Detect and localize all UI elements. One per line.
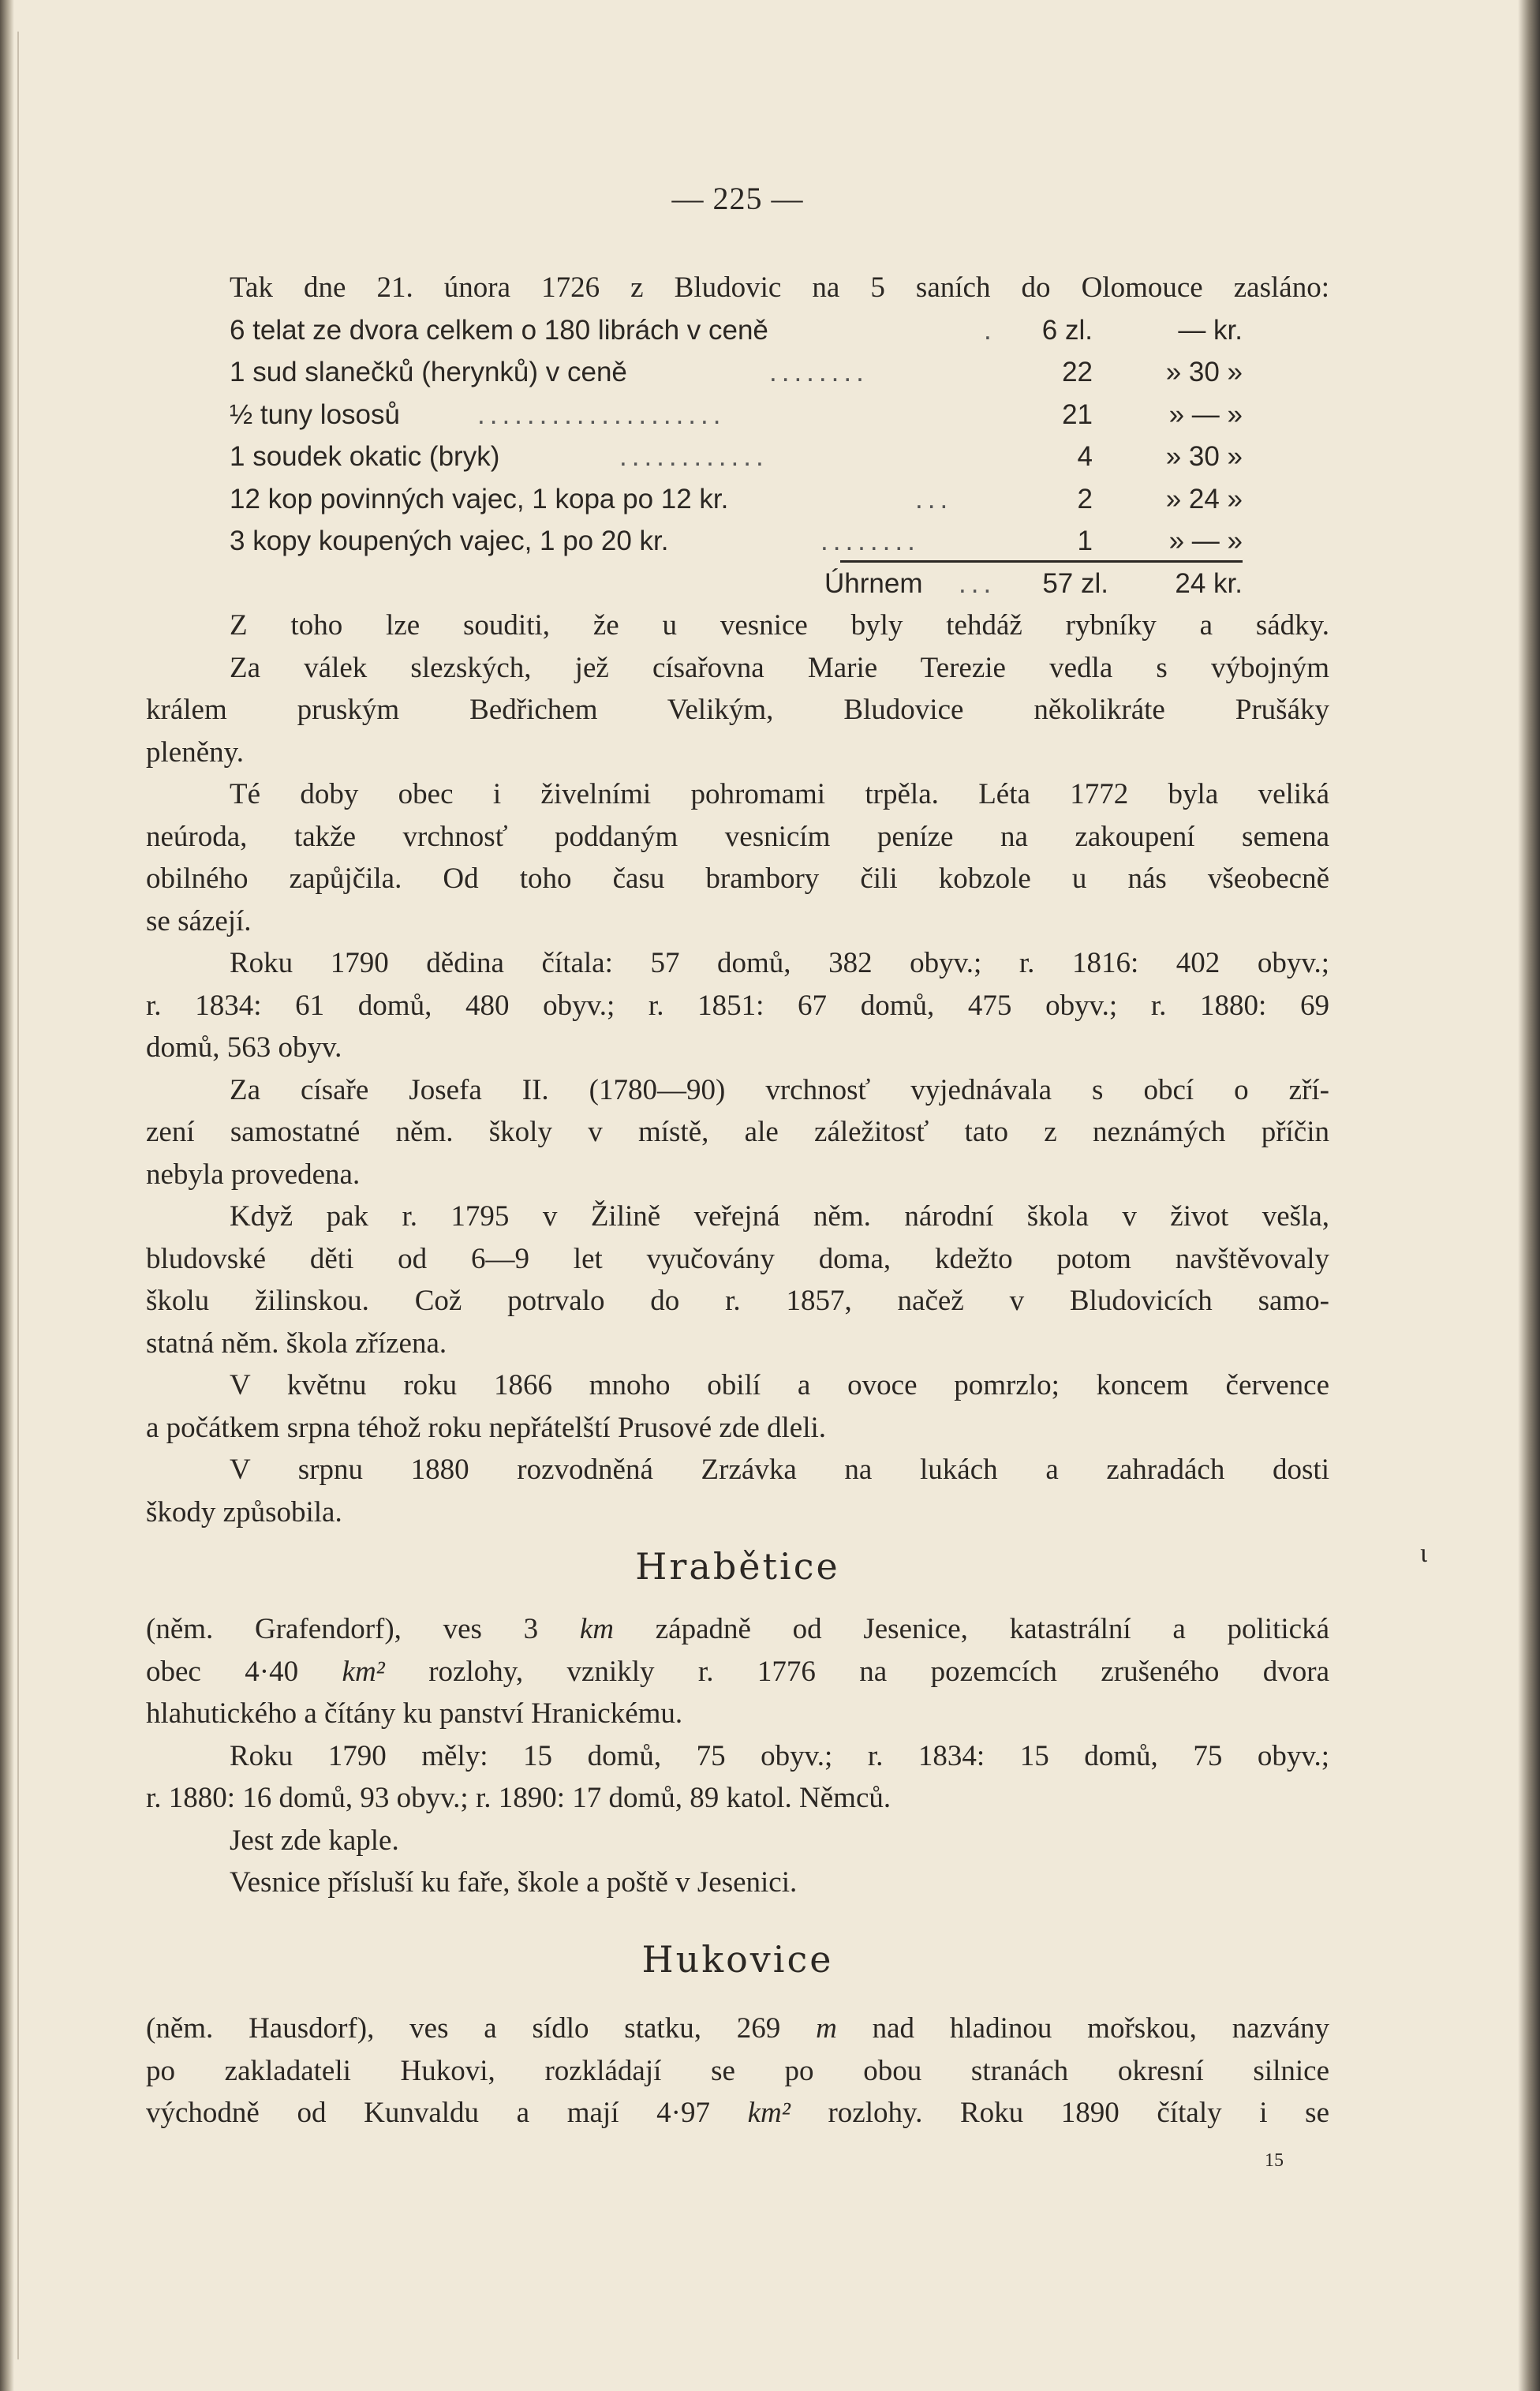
table-kr: » 30 » [1165, 357, 1243, 387]
table-total-label: Úhrnem [824, 567, 923, 599]
text-line: východně od Kunvaldu a mají 4·97 km² rozlohy. Roku 1890 čítaly i se [146, 2097, 1329, 2129]
table-kr: » — » [1168, 398, 1243, 430]
text-line: bludovské děti od 6—9 let vyučovány doma, kdežto potom navštěvovaly [146, 1242, 1329, 1275]
table-row [146, 520, 1329, 563]
table-total-zl: 57 zl. [1042, 567, 1108, 599]
text-line: zení samostatné něm. školy v místě, ale záležitosť tato z neznámých příčin [146, 1116, 1329, 1148]
text-line: statná něm. škola zřízena. [146, 1326, 447, 1360]
text-line: nebyla provedena. [146, 1158, 361, 1191]
table-dots: ... [959, 567, 996, 599]
text-line: pleněny. [146, 735, 244, 769]
table-row [146, 394, 1329, 436]
table-dots: .................... [477, 398, 726, 430]
paper-fold-line [17, 32, 19, 2359]
section-heading-hukovice: Hukovice [641, 1938, 834, 1981]
table-kr: » 30 » [1165, 441, 1243, 472]
signature-mark: 15 [1265, 2150, 1284, 2171]
text-line: škody způsobila. [146, 1495, 342, 1529]
table-zl: 4 [1077, 441, 1093, 472]
text-line: r. 1834: 61 domů, 480 obyv.; r. 1851: 67 domů, 475 obyv.; r. 1880: 69 [146, 989, 1329, 1022]
text-line: V srpnu 1880 rozvodněná Zrzávka na lukách a zahradách dosti [230, 1454, 1329, 1486]
table-item: 3 kopy koupených vajec, 1 po 20 kr. [230, 526, 669, 556]
main-text-top [146, 267, 1329, 1533]
table-item: 6 telat ze dvora celkem o 180 librách v ceně [230, 314, 768, 346]
text-line: obilného zapůjčila. Od toho času brambory čili kobzole u nás všeobecně [146, 862, 1329, 895]
section-heading-hrabetice: Hrabětice [635, 1545, 840, 1588]
table-kr: » 24 » [1165, 483, 1243, 514]
text-line: domů, 563 obyv. [146, 1031, 342, 1064]
text-line: Za válek slezských, jež císařovna Marie Terezie vedla s výbojným [230, 651, 1329, 684]
table-row [146, 478, 1329, 521]
table-item: 12 kop povinných vajec, 1 kopa po 12 kr. [230, 483, 729, 514]
margin-mark: ɩ [1420, 1539, 1428, 1568]
text-line: se sázejí. [146, 904, 252, 937]
text-line: Vesnice přísluší ku faře, škole a poště v Jesenici. [230, 1866, 798, 1899]
text-line: r. 1880: 16 domů, 93 obyv.; r. 1890: 17 domů, 89 katol. Němců. [146, 1782, 891, 1814]
table-dots: ........ [820, 526, 920, 556]
table-row [146, 309, 1329, 352]
text-line: králem pruským Bedřichem Velikým, Bludovice několikráte Prušáky [146, 694, 1329, 726]
text-line: Roku 1790 měly: 15 domů, 75 obyv.; r. 1834: 15 domů, 75 obyv.; [230, 1739, 1329, 1772]
table-row [146, 351, 1329, 394]
table-zl: 2 [1077, 483, 1093, 514]
text-line: neúroda, takže vrchnosť poddaným vesnicím peníze na zakoupení semena [146, 820, 1329, 853]
table-dots: ........ [769, 357, 869, 387]
page-number: — 225 — [671, 181, 804, 216]
table-item: 1 soudek okatic (bryk) [230, 441, 500, 472]
table-zl: 21 [1062, 398, 1093, 430]
table-item: ½ tuny lososů [230, 398, 400, 430]
table-item: 1 sud slanečků (herynků) v ceně [230, 357, 627, 387]
text-line: Z toho lze souditi, že u vesnice byly tehdáž rybníky a sádky. [230, 609, 1329, 642]
table-row [146, 436, 1329, 478]
table-sum-rule [840, 560, 1243, 563]
text-line: Roku 1790 dědina čítala: 57 domů, 382 obyv.; r. 1816: 402 obyv.; [230, 947, 1329, 979]
table-dots: ............ [619, 441, 768, 472]
paper-edge-left [0, 0, 14, 2391]
table-zl: 6 zl. [1041, 314, 1093, 346]
table-zl: 1 [1077, 526, 1093, 556]
section-hrabetice-text [146, 1608, 1329, 1904]
table-dots: . [984, 314, 996, 346]
paper-edge-right [1518, 0, 1540, 2391]
text-line: Jest zde kaple. [230, 1824, 399, 1857]
text-line: hlahutického a čítány ku panství Hranickému. [146, 1697, 683, 1730]
table-dots: ... [915, 483, 953, 514]
text-line: a počátkem srpna téhož roku nepřátelští Prusové zde dleli. [146, 1411, 827, 1444]
table-zl: 22 [1062, 357, 1093, 387]
intro-line: Tak dne 21. února 1726 z Bludovic na 5 saních do Olomouce zasláno: [230, 271, 1329, 304]
table-kr: — kr. [1178, 314, 1243, 346]
table-total-row [146, 563, 1329, 605]
section-hukovice-text [146, 2007, 1329, 2135]
text-line: (něm. Grafendorf), ves 3 km západně od Jesenice, katastrální a politická [146, 1613, 1329, 1645]
text-line: (něm. Hausdorf), ves a sídlo statku, 269 m nad hladinou mořskou, nazvány [146, 2012, 1329, 2045]
text-line: školu žilinskou. Což potrvalo do r. 1857, načež v Bludovicích samo- [146, 1285, 1329, 1317]
text-line: obec 4·40 km² rozlohy, vznikly r. 1776 na pozemcích zrušeného dvora [146, 1655, 1329, 1688]
text-line: po zakladateli Hukovi, rozkládají se po obou stranách okresní silnice [146, 2054, 1329, 2087]
text-line: V květnu roku 1866 mnoho obilí a ovoce pomrzlo; koncem července [230, 1369, 1329, 1401]
table-kr: » — » [1168, 526, 1243, 556]
table-total-kr: 24 kr. [1175, 567, 1243, 599]
text-line: Té doby obec i živelními pohromami trpěla. Léta 1772 byla veliká [230, 778, 1329, 810]
text-line: Když pak r. 1795 v Žilině veřejná něm. národní škola v život vešla, [230, 1200, 1329, 1233]
text-line: Za císaře Josefa II. (1780—90) vrchnosť vyjednávala s obcí o zří- [230, 1073, 1329, 1106]
